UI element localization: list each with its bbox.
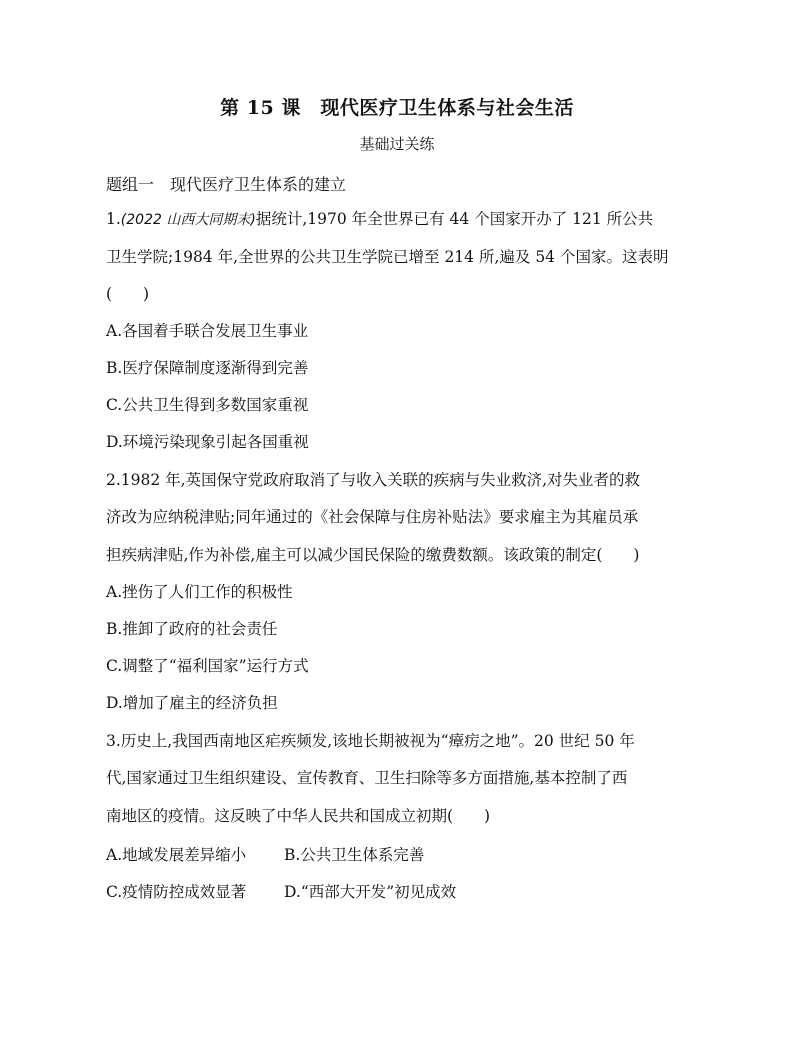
question-1-number: 1. — [106, 210, 121, 228]
question-2-option-d: D.增加了雇主的经济负担 — [106, 694, 278, 712]
question-3-number: 3. — [106, 732, 121, 750]
question-1-option-c: C.公共卫生得到多数国家重视 — [106, 396, 309, 414]
question-1-source: (2022 山西大同期末) — [120, 212, 256, 228]
question-1-option-b: B.医疗保障制度逐渐得到完善 — [106, 359, 309, 377]
question-2-stem-1: 1982 年,英国保守党政府取消了与收入关联的疾病与失业救济,对失业者的救 — [120, 471, 641, 489]
question-2-option-c: C.调整了“福利国家”运行方式 — [106, 657, 309, 675]
question-2-stem-3: 担疾病津贴,作为补偿,雇主可以减少国民保险的缴费数额。该政策的制定( ) — [106, 546, 640, 564]
question-3-option-c: C.疫情防控成效显著 — [106, 883, 247, 901]
question-3-stem-3: 南地区的疫情。这反映了中华人民共和国成立初期( ) — [106, 807, 491, 825]
group-heading: 题组一 现代医疗卫生体系的建立 — [106, 175, 347, 194]
question-3-option-b: B.公共卫生体系完善 — [284, 846, 425, 864]
question-1-line-1 — [106, 209, 653, 230]
question-3-option-a: A.地域发展差异缩小 — [106, 846, 247, 864]
question-1-answer-blank: ( ) — [106, 285, 150, 303]
question-1-stem-1: 据统计,1970 年全世界已有 44 个国家开办了 121 所公共 — [255, 210, 654, 228]
question-3-option-d: D.“西部大开发”初见成效 — [284, 883, 457, 901]
question-2-option-a: A.挫伤了人们工作的积极性 — [106, 583, 293, 601]
question-2-number: 2. — [106, 471, 121, 489]
question-3-stem-1: 历史上,我国西南地区疟疾频发,该地长期被视为“瘴疠之地”。20 世纪 50 年 — [120, 732, 635, 750]
question-1-stem-2: 卫生学院;1984 年,全世界的公共卫生学院已增至 214 所,遍及 54 个国家。这表明 — [106, 248, 669, 266]
question-2-option-b: B.推卸了政府的社会责任 — [106, 620, 278, 638]
lesson-title: 第 15 课 现代医疗卫生体系与社会生活 — [220, 97, 574, 119]
question-1-option-a: A.各国着手联合发展卫生事业 — [106, 322, 309, 340]
question-3-stem-2: 代,国家通过卫生组织建设、宣传教育、卫生扫除等多方面措施,基本控制了西 — [106, 769, 628, 787]
question-2-stem-2: 济改为应纳税津贴;同年通过的《社会保障与住房补贴法》要求雇主为其雇员承 — [106, 508, 639, 526]
section-subtitle: 基础过关练 — [359, 135, 435, 153]
question-2-line-1 — [106, 470, 640, 490]
question-3-line-1 — [106, 731, 635, 751]
question-1-option-d: D.环境污染现象引起各国重视 — [106, 433, 309, 451]
